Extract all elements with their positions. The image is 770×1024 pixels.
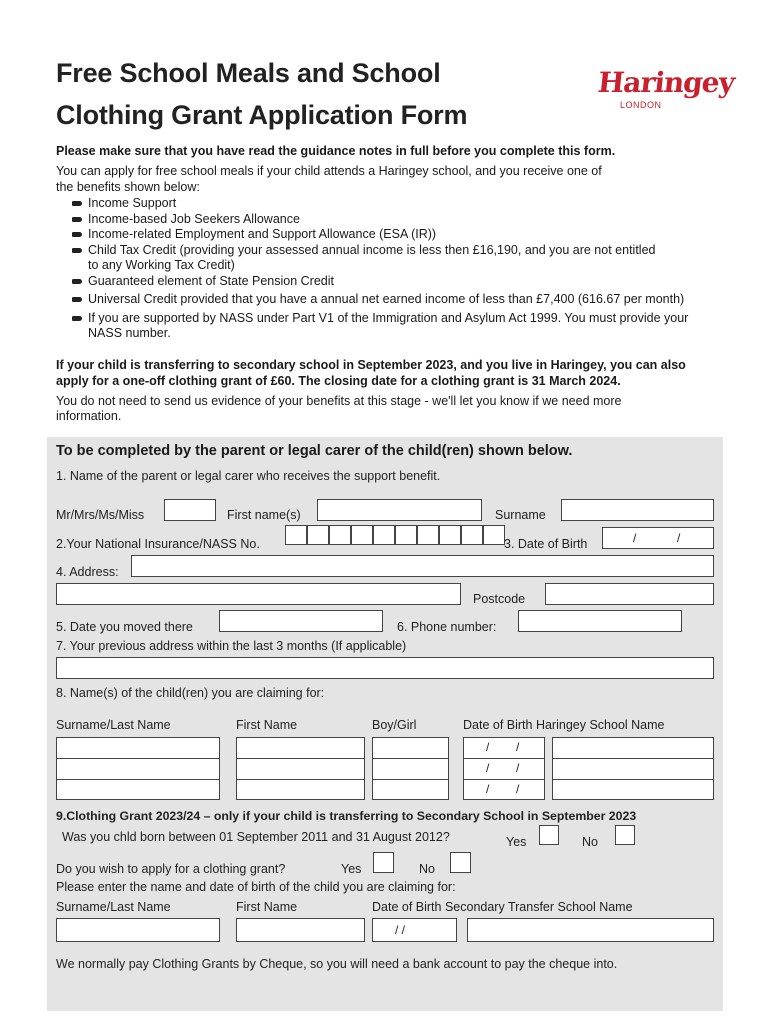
grant-col-surname: Surname/Last Name	[56, 900, 171, 914]
apply-grant-question: Do you wish to apply for a clothing grant?	[56, 862, 286, 876]
postcode-label: Postcode	[473, 592, 526, 606]
apply-no-label: No	[419, 862, 435, 876]
row-divider	[237, 779, 364, 801]
born-no-label: No	[582, 835, 598, 849]
title-line-1: Free School Meals and School	[56, 58, 441, 88]
ni-cell[interactable]	[483, 525, 505, 545]
ni-cell[interactable]	[395, 525, 417, 545]
dob-slash: /	[486, 740, 490, 754]
grant-first-name-input[interactable]	[236, 918, 365, 942]
moved-date-label: 5. Date you moved there	[56, 620, 193, 634]
children-first-name-column[interactable]	[236, 737, 365, 800]
guidance-note: Please make sure that you have read the guidance notes in full before you complete this form.	[56, 144, 616, 158]
row-divider	[57, 779, 219, 801]
dob-slash: /	[516, 740, 520, 754]
title-line-2: Clothing Grant Application Form	[56, 100, 468, 130]
benefit-item: Guaranteed element of State Pension Credit	[56, 274, 746, 290]
phone-input[interactable]	[518, 610, 682, 632]
dob-slash: /	[516, 761, 520, 775]
row-divider	[553, 758, 713, 780]
benefit-item: Income Support	[56, 196, 746, 212]
children-school-column[interactable]	[552, 737, 714, 800]
moved-date-input[interactable]	[219, 610, 383, 632]
dob-slash: /	[486, 782, 490, 796]
q1-label: 1. Name of the parent or legal carer who receives the support benefit.	[56, 469, 441, 483]
address-label: 4. Address:	[56, 565, 119, 579]
row-divider	[553, 779, 713, 801]
bullet-icon	[72, 297, 82, 302]
title-input[interactable]	[164, 499, 216, 521]
children-label: 8. Name(s) of the child(ren) you are claiming for:	[56, 686, 325, 700]
row-divider	[464, 758, 544, 780]
row-divider	[373, 779, 448, 801]
row-divider	[57, 758, 219, 780]
children-col-first-name: First Name	[236, 718, 298, 732]
born-no-checkbox[interactable]	[615, 825, 635, 845]
applicant-form-panel	[47, 437, 723, 1011]
children-gender-column[interactable]	[372, 737, 449, 800]
grant-dob-slashes: / /	[395, 923, 406, 937]
haringey-logo	[596, 66, 736, 116]
born-yes-label: Yes	[506, 835, 527, 849]
previous-address-input[interactable]	[56, 657, 714, 679]
ni-cell[interactable]	[417, 525, 439, 545]
logo-wordmark: Haringey	[596, 66, 736, 99]
address-line-2-input[interactable]	[56, 583, 461, 605]
children-col-surname: Surname/Last Name	[56, 718, 171, 732]
apply-intro-line-2: the benefits shown below:	[56, 180, 200, 194]
cheque-note: We normally pay Clothing Grants by Cheque, so you will need a bank account to pay the cheque into.	[56, 957, 618, 971]
ni-cell[interactable]	[439, 525, 461, 545]
bullet-icon	[72, 279, 82, 284]
apply-no-checkbox[interactable]	[450, 852, 471, 873]
surname-label: Surname	[495, 508, 546, 522]
born-between-question: Was you chld born between 01 September 2011 and 31 August 2012?	[62, 830, 450, 844]
grant-col-first-name: First Name	[236, 900, 298, 914]
grant-surname-input[interactable]	[56, 918, 220, 942]
children-surname-column[interactable]	[56, 737, 220, 800]
row-divider	[237, 758, 364, 780]
grant-col-dob-school: Date of Birth Secondary Transfer School Name	[372, 900, 633, 914]
dob-slash: /	[486, 761, 490, 775]
benefit-item: Universal Credit provided that you have a annual net earned income of less than £7,400 (616.67 per month)	[56, 292, 746, 308]
ni-cell[interactable]	[329, 525, 351, 545]
surname-input[interactable]	[561, 499, 714, 521]
benefit-item: Income-related Employment and Support Allowance (ESA (IR))	[56, 227, 746, 243]
dob-slash: /	[677, 531, 681, 545]
row-divider	[373, 758, 448, 780]
benefit-item-continued: to any Working Tax Credit)	[88, 258, 235, 272]
previous-address-label: 7. Your previous address within the last 3 months (If applicable)	[56, 639, 407, 653]
bullet-icon	[72, 232, 82, 237]
dob-slash: /	[633, 531, 637, 545]
ni-cell[interactable]	[285, 525, 307, 545]
benefit-item: Income-based Job Seekers Allowance	[56, 212, 746, 228]
first-name-label: First name(s)	[227, 508, 301, 522]
apply-yes-checkbox[interactable]	[373, 852, 394, 873]
benefit-item: If you are supported by NASS under Part V1 of the Immigration and Asylum Act 1999. You must provide your	[56, 311, 746, 327]
enter-child-label: Please enter the name and date of birth of the child you are claiming for:	[56, 880, 456, 894]
evidence-note: You do not need to send us evidence of your benefits at this stage - we'll let you know if we need more information.	[56, 394, 622, 423]
address-line-1-input[interactable]	[131, 555, 714, 577]
apply-intro-line-1: You can apply for free school meals if your child attends a Haringey school, and you receive one of	[56, 164, 602, 178]
ni-cell[interactable]	[373, 525, 395, 545]
children-col-dob-school: Date of Birth Haringey School Name	[463, 718, 665, 732]
born-yes-checkbox[interactable]	[539, 825, 559, 845]
benefits-list	[56, 196, 746, 342]
dob-input[interactable]	[602, 527, 714, 549]
grant-dob-input[interactable]	[372, 918, 457, 942]
apply-yes-label: Yes	[341, 862, 362, 876]
q9-heading: 9.Clothing Grant 2023/24 – only if your child is transferring to Secondary School in September 2023	[56, 809, 637, 823]
postcode-input[interactable]	[545, 583, 714, 605]
phone-label: 6. Phone number:	[397, 620, 497, 634]
children-col-gender: Boy/Girl	[372, 718, 417, 732]
bullet-icon	[72, 201, 82, 206]
benefit-item-continued: NASS number.	[88, 326, 171, 340]
row-divider	[464, 779, 544, 801]
logo-subtitle: LONDON	[620, 100, 662, 110]
bullet-icon	[72, 217, 82, 222]
dob-slash: /	[516, 782, 520, 796]
grant-school-input[interactable]	[467, 918, 714, 942]
page-title	[56, 52, 467, 136]
bullet-icon	[72, 248, 82, 253]
ni-cell[interactable]	[351, 525, 373, 545]
apply-intro	[56, 163, 602, 195]
ni-cell[interactable]	[307, 525, 329, 545]
title-label: Mr/Mrs/Ms/Miss	[56, 508, 145, 522]
dob-label: 3. Date of Birth	[504, 537, 588, 551]
form-heading: To be completed by the parent or legal carer of the child(ren) shown below.	[56, 443, 573, 459]
ni-cell[interactable]	[461, 525, 483, 545]
children-dob-column[interactable]	[463, 737, 545, 800]
ni-label: 2.Your National Insurance/NASS No.	[56, 537, 260, 551]
first-name-input[interactable]	[317, 499, 482, 521]
bullet-icon	[72, 316, 82, 321]
benefit-item: Child Tax Credit (providing your assessed annual income is less then £16,190, and you are not entitled	[56, 243, 746, 259]
ni-number-input[interactable]	[285, 525, 505, 545]
secondary-clothing-note: If your child is transferring to secondary school in September 2023, and you live in Haringey, you can also apply for a one-off clothing grant of £60. The closing date for a clothing grant is 31 March 2024.	[56, 358, 686, 388]
